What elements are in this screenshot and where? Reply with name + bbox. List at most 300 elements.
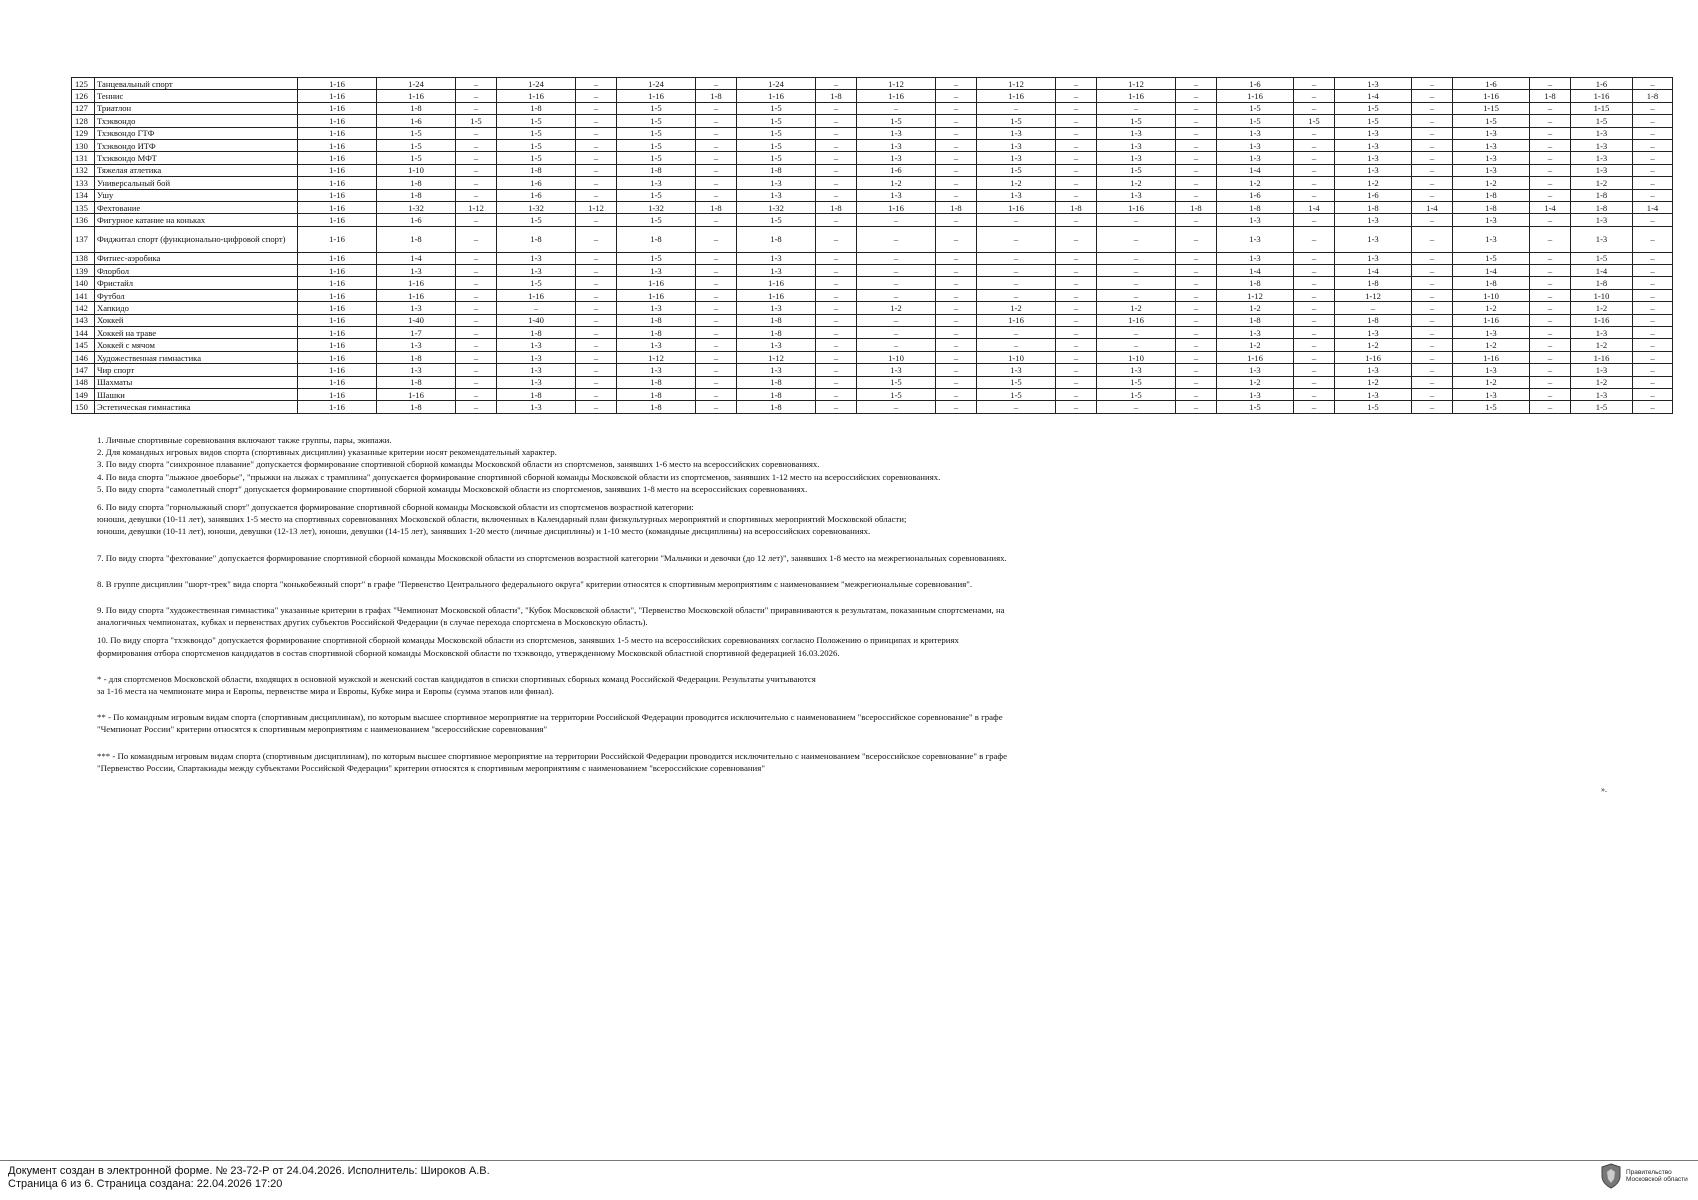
criteria-cell: 1-8 <box>1217 201 1294 213</box>
criteria-cell: 1-3 <box>737 189 816 201</box>
criteria-cell: – <box>576 351 617 363</box>
criteria-cell: – <box>977 277 1056 289</box>
footnote-line: ** - По командным игровым видам спорта (спортивным дисциплинам), по которым высшее спортивное мероприятие на территории Российской Федерации проводится исключительно с наименованием "всероссийское соревнование" в графе <box>97 712 1003 723</box>
criteria-cell: – <box>1056 289 1097 301</box>
criteria-cell: – <box>1633 226 1673 252</box>
criteria-cell: 1-3 <box>1335 127 1412 139</box>
criteria-cell: – <box>1176 388 1217 400</box>
criteria-cell: – <box>1056 214 1097 226</box>
criteria-cell: 1-3 <box>377 265 456 277</box>
criteria-cell: 1-3 <box>1097 189 1176 201</box>
criteria-cell: 1-5 <box>497 152 576 164</box>
criteria-cell: – <box>456 214 497 226</box>
criteria-cell: 1-24 <box>497 78 576 90</box>
criteria-cell: 1-3 <box>1217 364 1294 376</box>
criteria-cell: 1-3 <box>977 364 1056 376</box>
criteria-cell: – <box>1633 115 1673 127</box>
criteria-cell: 1-5 <box>857 376 936 388</box>
criteria-cell: – <box>816 152 857 164</box>
row-number: 135 <box>72 201 95 213</box>
table-row <box>72 90 1673 102</box>
footnote-line: аналогичных чемпионатах, кубках и первенствах других субъектов Российской Федерации (в случае перехода спортсмена в Московскую область). <box>97 617 648 628</box>
criteria-cell: 1-5 <box>1335 401 1412 413</box>
criteria-cell: 1-16 <box>298 127 377 139</box>
footnotes <box>97 434 1657 774</box>
criteria-cell: 1-8 <box>1453 189 1530 201</box>
row-number: 126 <box>72 90 95 102</box>
criteria-cell: 1-5 <box>617 189 696 201</box>
criteria-cell: 1-6 <box>857 164 936 176</box>
criteria-cell: – <box>576 289 617 301</box>
criteria-cell: – <box>1412 351 1453 363</box>
criteria-cell: – <box>1530 364 1571 376</box>
sport-name: Фристайл <box>95 277 298 289</box>
criteria-cell: – <box>1530 314 1571 326</box>
criteria-cell: 1-3 <box>1571 152 1633 164</box>
criteria-cell: – <box>816 226 857 252</box>
criteria-cell: 1-2 <box>1335 376 1412 388</box>
criteria-cell: 1-2 <box>1097 302 1176 314</box>
criteria-cell: – <box>576 115 617 127</box>
criteria-cell: 1-16 <box>857 90 936 102</box>
sport-name: Шашки <box>95 388 298 400</box>
criteria-cell: 1-5 <box>977 388 1056 400</box>
sport-name: Триатлон <box>95 102 298 114</box>
row-number: 132 <box>72 164 95 176</box>
criteria-cell: – <box>1056 102 1097 114</box>
criteria-cell: 1-16 <box>1453 90 1530 102</box>
criteria-cell: 1-12 <box>1097 78 1176 90</box>
criteria-cell: – <box>1294 164 1335 176</box>
criteria-cell: 1-3 <box>1571 364 1633 376</box>
criteria-cell: 1-3 <box>857 189 936 201</box>
criteria-cell: – <box>696 127 737 139</box>
criteria-cell: 1-8 <box>377 401 456 413</box>
criteria-cell: – <box>1176 302 1217 314</box>
footnote-line: * - для спортсменов Московской области, входящих в основной мужской и женский состав кандидатов в списки спортивных сборных команд Российской Федерации. Результаты учитываются <box>97 673 816 684</box>
criteria-cell: – <box>936 339 977 351</box>
criteria-cell: 1-5 <box>456 115 497 127</box>
criteria-cell: 1-16 <box>298 277 377 289</box>
criteria-cell: – <box>816 189 857 201</box>
criteria-cell: – <box>696 388 737 400</box>
criteria-cell: – <box>857 265 936 277</box>
criteria-cell: – <box>1294 177 1335 189</box>
criteria-cell: – <box>456 314 497 326</box>
criteria-cell: – <box>936 351 977 363</box>
criteria-cell: 1-10 <box>977 351 1056 363</box>
criteria-cell: – <box>1176 90 1217 102</box>
footnote-line: 3. По виду спорта "синхронное плавание" допускается формирование спортивной сборной команды Московской области из спортсменов, занявших 1-6 место на всероссийских соревнованиях. <box>97 459 820 470</box>
criteria-cell: 1-5 <box>977 164 1056 176</box>
criteria-cell: 1-7 <box>377 327 456 339</box>
table-row <box>72 78 1673 90</box>
footnote-spacer <box>97 697 1657 711</box>
criteria-cell: 1-8 <box>377 177 456 189</box>
criteria-cell: 1-8 <box>1335 277 1412 289</box>
table-row <box>72 189 1673 201</box>
criteria-cell: 1-16 <box>1571 314 1633 326</box>
criteria-cell: – <box>1294 364 1335 376</box>
row-number: 125 <box>72 78 95 90</box>
criteria-cell: – <box>936 314 977 326</box>
criteria-cell: 1-6 <box>497 189 576 201</box>
criteria-cell: 1-12 <box>1217 289 1294 301</box>
criteria-cell: – <box>1412 214 1453 226</box>
criteria-cell: 1-2 <box>1217 302 1294 314</box>
criteria-cell: – <box>816 277 857 289</box>
criteria-cell: – <box>1633 127 1673 139</box>
criteria-cell: 1-8 <box>1217 314 1294 326</box>
table-row <box>72 314 1673 326</box>
criteria-cell: – <box>1530 102 1571 114</box>
criteria-cell: 1-8 <box>497 164 576 176</box>
criteria-cell: – <box>1530 277 1571 289</box>
criteria-cell: 1-5 <box>857 388 936 400</box>
criteria-cell: – <box>1294 351 1335 363</box>
criteria-cell: 1-24 <box>617 78 696 90</box>
row-number: 138 <box>72 252 95 264</box>
table-row <box>72 226 1673 252</box>
criteria-cell: – <box>1633 302 1673 314</box>
criteria-cell: – <box>1294 277 1335 289</box>
criteria-cell: – <box>497 302 576 314</box>
criteria-cell: – <box>816 376 857 388</box>
criteria-cell: – <box>936 265 977 277</box>
criteria-cell: 1-6 <box>1217 78 1294 90</box>
criteria-cell: 1-3 <box>1453 214 1530 226</box>
criteria-cell: 1-8 <box>617 226 696 252</box>
criteria-cell: – <box>1294 265 1335 277</box>
criteria-cell: – <box>576 189 617 201</box>
criteria-cell: 1-8 <box>377 226 456 252</box>
criteria-cell: – <box>1294 327 1335 339</box>
criteria-cell: – <box>1056 164 1097 176</box>
footer-document-info: Документ создан в электронной форме. № 23-72-Р от 24.04.2026. Исполнитель: Широков А.В. <box>8 1165 490 1177</box>
table-row <box>72 127 1673 139</box>
criteria-cell: 1-16 <box>737 90 816 102</box>
criteria-cell: 1-16 <box>1097 201 1176 213</box>
criteria-cell: 1-3 <box>1571 164 1633 176</box>
criteria-cell: – <box>456 265 497 277</box>
criteria-cell: 1-16 <box>737 277 816 289</box>
table-row <box>72 289 1673 301</box>
criteria-cell: 1-5 <box>737 214 816 226</box>
criteria-cell: – <box>1056 364 1097 376</box>
criteria-cell: – <box>1176 314 1217 326</box>
criteria-cell: – <box>936 302 977 314</box>
sport-name: Эстетическая гимнастика <box>95 401 298 413</box>
row-number: 143 <box>72 314 95 326</box>
criteria-cell: 1-24 <box>737 78 816 90</box>
criteria-cell: 1-3 <box>617 339 696 351</box>
criteria-cell: – <box>816 314 857 326</box>
criteria-cell: – <box>1294 302 1335 314</box>
footer-divider <box>0 1160 1698 1161</box>
criteria-cell: 1-12 <box>456 201 497 213</box>
criteria-cell: 1-2 <box>1571 302 1633 314</box>
criteria-cell: 1-12 <box>576 201 617 213</box>
criteria-cell: 1-3 <box>1335 164 1412 176</box>
criteria-cell: – <box>1335 302 1412 314</box>
criteria-cell: – <box>1294 376 1335 388</box>
footnote-line: юноши, девушки (10-11 лет), занявших 1-5 место на спортивных соревнованиях Московской области, включенных в Календарный план физкультурных мероприятий и спортивных мероприятий Московской области; <box>97 514 907 525</box>
criteria-cell: – <box>816 351 857 363</box>
sport-name: Тяжелая атлетика <box>95 164 298 176</box>
criteria-cell: 1-3 <box>497 265 576 277</box>
criteria-cell: 1-8 <box>1056 201 1097 213</box>
criteria-cell: 1-5 <box>1335 102 1412 114</box>
criteria-cell: 1-16 <box>1571 90 1633 102</box>
criteria-cell: 1-8 <box>737 376 816 388</box>
criteria-cell: – <box>936 289 977 301</box>
criteria-cell: – <box>456 388 497 400</box>
criteria-cell: – <box>1633 214 1673 226</box>
criteria-cell: 1-8 <box>377 102 456 114</box>
criteria-cell: 1-16 <box>298 164 377 176</box>
row-number: 137 <box>72 226 95 252</box>
criteria-cell: – <box>696 115 737 127</box>
criteria-cell: – <box>576 388 617 400</box>
footnote-line: 2. Для командных игровых видов спорта (спортивных дисциплин) указанные критерии носят рекомендательный характер. <box>97 447 557 458</box>
criteria-cell: – <box>1530 401 1571 413</box>
criteria-cell: – <box>1530 302 1571 314</box>
criteria-cell: 1-3 <box>737 339 816 351</box>
criteria-cell: 1-16 <box>617 277 696 289</box>
row-number: 142 <box>72 302 95 314</box>
criteria-cell: – <box>1530 289 1571 301</box>
criteria-cell: – <box>1176 78 1217 90</box>
criteria-cell: – <box>936 115 977 127</box>
criteria-cell: – <box>936 78 977 90</box>
criteria-cell: 1-4 <box>1571 265 1633 277</box>
footnote-line: 9. По виду спорта "художественная гимнастика" указанные критерии в графах "Чемпионат Московской области", "Кубок Московской области", "Первенство Московской области" приравниваются к результатам, показанным спортсменами, на <box>97 605 1005 616</box>
sport-name: Флорбол <box>95 265 298 277</box>
criteria-cell: – <box>696 177 737 189</box>
criteria-cell: 1-3 <box>1571 214 1633 226</box>
sport-name: Тхэквондо ГТФ <box>95 127 298 139</box>
criteria-cell: – <box>1056 127 1097 139</box>
criteria-cell: 1-16 <box>298 339 377 351</box>
criteria-cell: – <box>1412 401 1453 413</box>
criteria-cell: 1-16 <box>298 90 377 102</box>
criteria-cell: – <box>576 314 617 326</box>
criteria-cell: – <box>1633 139 1673 151</box>
criteria-cell: 1-16 <box>617 90 696 102</box>
criteria-table <box>71 77 1673 414</box>
criteria-cell: 1-15 <box>1453 102 1530 114</box>
criteria-cell: – <box>1633 289 1673 301</box>
criteria-cell: 1-8 <box>497 388 576 400</box>
criteria-cell: – <box>816 177 857 189</box>
criteria-cell: 1-16 <box>298 177 377 189</box>
criteria-cell: – <box>1633 277 1673 289</box>
criteria-cell: – <box>816 252 857 264</box>
criteria-cell: 1-2 <box>1335 339 1412 351</box>
criteria-cell: – <box>936 214 977 226</box>
criteria-cell: – <box>1056 78 1097 90</box>
criteria-cell: 1-8 <box>617 401 696 413</box>
row-number: 149 <box>72 388 95 400</box>
criteria-cell: – <box>857 327 936 339</box>
criteria-cell: – <box>1412 90 1453 102</box>
criteria-cell: – <box>1633 102 1673 114</box>
criteria-cell: – <box>1294 401 1335 413</box>
criteria-cell: 1-3 <box>1217 388 1294 400</box>
criteria-cell: 1-3 <box>857 364 936 376</box>
criteria-cell: – <box>1633 152 1673 164</box>
criteria-cell: – <box>696 102 737 114</box>
criteria-cell: 1-5 <box>617 214 696 226</box>
sport-name: Хоккей <box>95 314 298 326</box>
criteria-cell: – <box>1097 339 1176 351</box>
criteria-cell: 1-3 <box>617 364 696 376</box>
criteria-cell: 1-16 <box>617 289 696 301</box>
criteria-cell: – <box>576 302 617 314</box>
criteria-cell: 1-2 <box>1571 177 1633 189</box>
footnote-line: юноши, девушки (10-11 лет), юноши, девушки (12-13 лет), юноши, девушки (14-15 лет), занявших 1-20 место (личные дисциплины) и 1-10 место (командные дисциплины) на всероссийских соревнованиях. <box>97 526 871 537</box>
criteria-cell: – <box>696 226 737 252</box>
criteria-cell: 1-3 <box>497 351 576 363</box>
criteria-cell: 1-6 <box>1453 78 1530 90</box>
criteria-cell: 1-3 <box>1335 327 1412 339</box>
criteria-cell: – <box>1294 252 1335 264</box>
criteria-cell: – <box>456 351 497 363</box>
table-row <box>72 201 1673 213</box>
criteria-cell: – <box>456 401 497 413</box>
criteria-cell: – <box>1097 102 1176 114</box>
criteria-cell: – <box>696 401 737 413</box>
criteria-cell: – <box>576 265 617 277</box>
criteria-cell: 1-3 <box>1217 214 1294 226</box>
criteria-cell: – <box>576 90 617 102</box>
criteria-cell: 1-16 <box>298 289 377 301</box>
criteria-cell: 1-8 <box>377 189 456 201</box>
criteria-cell: 1-32 <box>497 201 576 213</box>
sport-name: Тхэквондо МФТ <box>95 152 298 164</box>
criteria-cell: – <box>1056 189 1097 201</box>
row-number: 133 <box>72 177 95 189</box>
row-number: 127 <box>72 102 95 114</box>
criteria-cell: – <box>936 152 977 164</box>
criteria-cell: 1-16 <box>1453 314 1530 326</box>
criteria-cell: 1-3 <box>1571 127 1633 139</box>
criteria-cell: – <box>1097 252 1176 264</box>
criteria-cell: – <box>1097 265 1176 277</box>
criteria-table-body <box>72 78 1673 414</box>
criteria-cell: – <box>1412 164 1453 176</box>
criteria-cell: 1-3 <box>857 152 936 164</box>
criteria-cell: 1-8 <box>377 376 456 388</box>
criteria-cell: – <box>936 376 977 388</box>
criteria-cell: – <box>936 90 977 102</box>
criteria-cell: – <box>1633 78 1673 90</box>
criteria-cell: – <box>977 252 1056 264</box>
criteria-cell: – <box>1412 177 1453 189</box>
criteria-cell: 1-5 <box>617 127 696 139</box>
table-row <box>72 265 1673 277</box>
criteria-cell: – <box>977 226 1056 252</box>
criteria-cell: 1-3 <box>1453 388 1530 400</box>
criteria-cell: – <box>816 388 857 400</box>
sport-name: Футбол <box>95 289 298 301</box>
criteria-cell: 1-6 <box>1571 78 1633 90</box>
criteria-cell: 1-2 <box>1453 376 1530 388</box>
sport-name: Фиджитал спорт (функционально-цифровой спорт) <box>95 226 298 252</box>
criteria-cell: – <box>1056 401 1097 413</box>
criteria-cell: 1-8 <box>696 201 737 213</box>
criteria-cell: 1-5 <box>617 139 696 151</box>
criteria-cell: 1-3 <box>1453 152 1530 164</box>
criteria-cell: – <box>1056 277 1097 289</box>
criteria-cell: – <box>456 327 497 339</box>
criteria-cell: 1-16 <box>298 327 377 339</box>
table-row <box>72 252 1673 264</box>
criteria-cell: – <box>1056 376 1097 388</box>
criteria-cell: 1-3 <box>377 302 456 314</box>
criteria-cell: – <box>456 289 497 301</box>
criteria-cell: 1-2 <box>1453 302 1530 314</box>
criteria-cell: 1-16 <box>1097 90 1176 102</box>
criteria-cell: – <box>816 139 857 151</box>
criteria-cell: – <box>936 139 977 151</box>
footnote-line: 10. По виду спорта "тхэквондо" допускается формирование спортивной сборной команды Московской области из спортсменов, занявших 1-5 место на всероссийских соревнованиях согласно Положению о принципах и критериях <box>97 635 959 646</box>
criteria-cell: 1-8 <box>1571 189 1633 201</box>
criteria-cell: 1-3 <box>737 252 816 264</box>
criteria-cell: 1-5 <box>497 115 576 127</box>
criteria-cell: 1-32 <box>377 201 456 213</box>
row-number: 141 <box>72 289 95 301</box>
criteria-cell: – <box>857 102 936 114</box>
criteria-cell: 1-3 <box>1335 388 1412 400</box>
criteria-cell: 1-4 <box>1335 265 1412 277</box>
criteria-cell: 1-5 <box>1571 115 1633 127</box>
criteria-cell: – <box>1176 139 1217 151</box>
criteria-cell: – <box>696 265 737 277</box>
criteria-cell: – <box>576 226 617 252</box>
criteria-cell: – <box>696 277 737 289</box>
criteria-cell: 1-2 <box>1217 339 1294 351</box>
criteria-cell: 1-3 <box>1217 152 1294 164</box>
criteria-cell: – <box>1412 327 1453 339</box>
criteria-cell: – <box>1633 164 1673 176</box>
government-logo-text <box>1626 1169 1688 1184</box>
sport-name: Фехтование <box>95 201 298 213</box>
criteria-cell: 1-3 <box>1571 226 1633 252</box>
criteria-cell: – <box>576 376 617 388</box>
criteria-cell: – <box>1056 226 1097 252</box>
criteria-cell: 1-5 <box>737 139 816 151</box>
criteria-cell: – <box>1097 226 1176 252</box>
criteria-cell: 1-16 <box>298 214 377 226</box>
criteria-cell: – <box>1294 189 1335 201</box>
criteria-cell: – <box>696 164 737 176</box>
footnote-spacer <box>97 564 1657 578</box>
criteria-cell: – <box>576 252 617 264</box>
sport-name: Ушу <box>95 189 298 201</box>
criteria-cell: 1-8 <box>617 327 696 339</box>
row-number: 147 <box>72 364 95 376</box>
criteria-cell: – <box>816 364 857 376</box>
row-number: 150 <box>72 401 95 413</box>
criteria-cell: – <box>696 351 737 363</box>
criteria-cell: 1-16 <box>377 277 456 289</box>
criteria-cell: 1-6 <box>1217 189 1294 201</box>
criteria-cell: 1-8 <box>1633 90 1673 102</box>
criteria-cell: – <box>1056 139 1097 151</box>
criteria-cell: – <box>1176 152 1217 164</box>
criteria-cell: – <box>1530 139 1571 151</box>
